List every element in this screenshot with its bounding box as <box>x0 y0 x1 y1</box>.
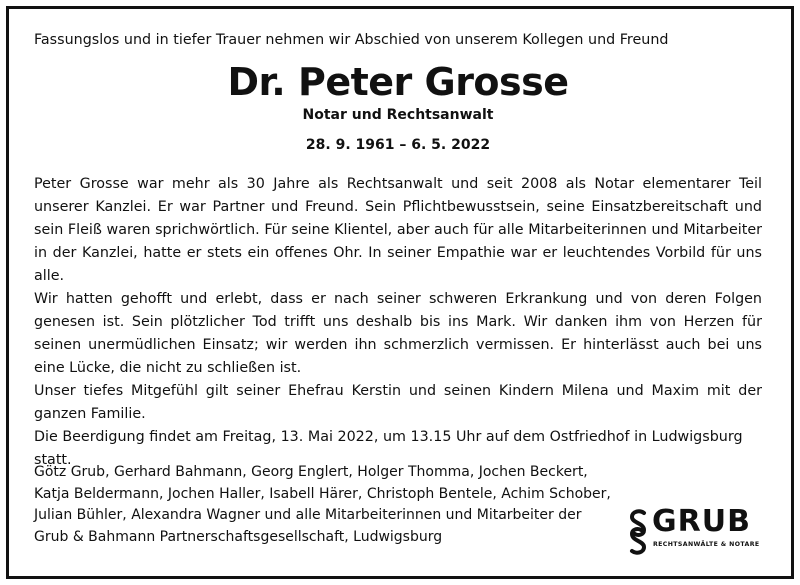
signers-line: Katja Beldermann, Jochen Haller, Isabell Härer, Christoph Bentele, Achim Schober, <box>34 485 611 502</box>
body-paragraph-career: Peter Grosse war mehr als 30 Jahre als Rechtsanwalt und seit 2008 als Notar elementarer Teil unserer Kanzlei. Er war Partner und Freund. Sein Pflichtbewusstsein, seine Einsatzbereitschaft und sein Fleiß waren sprichwörtlich. Für seine Klientel, aber auch für alle Mitarbeiterinnen und Mitarbeiter in der Kanzlei, hatte er stets ein offenes Ohr. In seiner Empathie war er leuchtendes Vorbild für uns alle. <box>34 176 762 284</box>
life-dates: 28. 9. 1961 – 6. 5. 2022 <box>305 137 491 153</box>
deceased-profession: Notar und Rechtsanwalt <box>302 107 494 123</box>
section-sign-icon <box>626 509 650 555</box>
intro-line: Fassungslos und in tiefer Trauer nehmen wir Abschied von unserem Kollegen und Freund <box>34 32 669 48</box>
deceased-name: Dr. Peter Grosse <box>227 60 569 104</box>
body-paragraph-illness: Wir hatten gehofft und erlebt, dass er nach seiner schweren Erkrankung und von deren Folgen genesen ist. Sein plötzlicher Tod trifft uns deshalb bis ins Mark. Wir danken ihm von Herzen für seinen unermüdlichen Einsatz; wir werden ihn schmerzlich vermissen. Er hinterlässt auch bei uns eine Lücke, die nicht zu schließen ist. <box>34 291 762 376</box>
body-paragraph-funeral: Die Beerdigung findet am Freitag, 13. Mai 2022, um 13.15 Uhr auf dem Ostfriedhof in Ludwigsburg statt. <box>34 429 743 468</box>
logo-tagline: RECHTSANWÄLTE & NOTARE <box>653 541 760 548</box>
signers-line: Grub & Bahmann Partnerschaftsgesellschaft, Ludwigsburg <box>34 528 443 545</box>
logo-wordmark: GRUB <box>652 504 751 539</box>
obituary-body <box>34 173 762 472</box>
signers-line: Julian Bühler, Alexandra Wagner und alle Mitarbeiterinnen und Mitarbeiter der <box>34 507 582 523</box>
body-paragraph-condolence: Unser tiefes Mitgefühl gilt seiner Ehefrau Kerstin und seinen Kindern Milena und Maxim mit der ganzen Familie. <box>34 383 762 422</box>
signers-line: Götz Grub, Gerhard Bahmann, Georg Englert, Holger Thomma, Jochen Beckert, <box>34 464 588 480</box>
grub-logo <box>626 505 766 555</box>
signers-list <box>34 462 634 548</box>
obituary-content <box>34 30 762 472</box>
